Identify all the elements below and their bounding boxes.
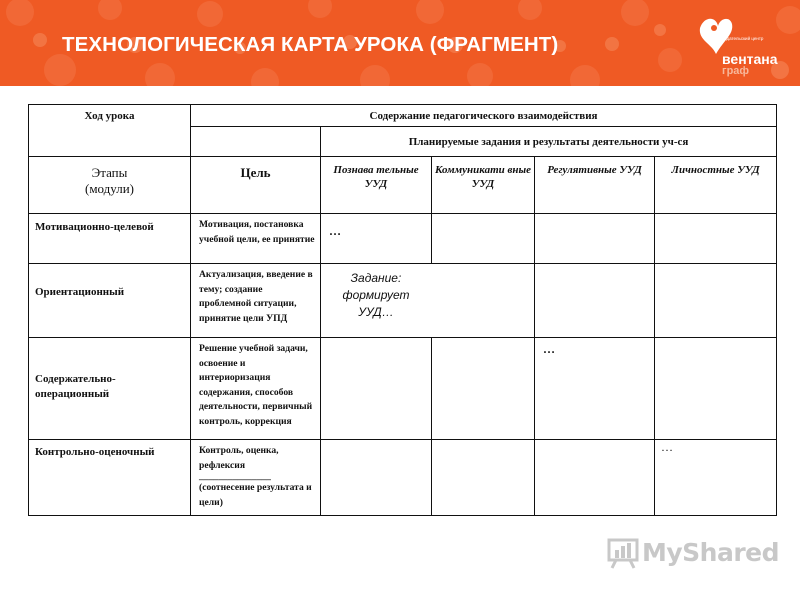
goal-line1: Контроль, оценка, рефлексия [199, 445, 279, 471]
stages-header-sub: (модули) [85, 181, 134, 196]
stage-line2: операционный [35, 388, 110, 400]
table-row [29, 440, 777, 516]
personal-cell [655, 264, 777, 338]
task-note-line2: формирует [342, 288, 410, 302]
regulative-cell [535, 214, 655, 264]
stage-line1: Содержательно- [35, 373, 116, 385]
watermark-text: MyShared [642, 538, 780, 567]
stages-header [29, 157, 191, 214]
publisher-sub: граф [722, 65, 750, 77]
regulative-cell: … [535, 338, 655, 440]
communicative-cell [432, 338, 535, 440]
goal-header: Цель [191, 157, 321, 214]
regulative-cell [535, 264, 655, 338]
table-row [29, 214, 777, 264]
header-banner [0, 0, 800, 86]
goal-cell [191, 440, 321, 516]
communicative-cell [432, 440, 535, 516]
personal-cell [655, 214, 777, 264]
course-header: Ход урока [29, 105, 191, 157]
cognitive-cell [321, 338, 432, 440]
personal-cell: … [655, 440, 777, 516]
planned-header: Планируемые задания и результаты деятельности уч-ся [321, 127, 777, 157]
task-note-line3: УУД… [358, 305, 394, 319]
stage-cell: Контрольно-оценочный [29, 440, 191, 516]
table-row [29, 264, 777, 338]
goal-cell: Мотивация, постановка учебной цели, ее принятие [191, 214, 321, 264]
cognitive-cell: … [321, 214, 432, 264]
uud-regulative-header: Регулятивные УУД [535, 157, 655, 214]
table-row [29, 338, 777, 440]
lesson-map-table [28, 104, 777, 516]
goal-cell: Актуализация, введение в тему; создание проблемной ситуации, принятие цели УПД [191, 264, 321, 338]
communicative-cell [432, 214, 535, 264]
uud-cognitive-header: Познава тельные УУД [321, 157, 432, 214]
task-note-cell [321, 264, 535, 338]
regulative-cell [535, 440, 655, 516]
publisher-small-text: издательский центр [722, 36, 764, 41]
cognitive-cell [321, 440, 432, 516]
goal-line3: (соотнесение результата и цели) [199, 482, 312, 508]
content-header: Содержание педагогического взаимодействия [191, 105, 777, 127]
stage-cell: Ориентационный [29, 264, 191, 338]
stages-header-label: Этапы [91, 165, 128, 180]
personal-cell [655, 338, 777, 440]
goal-line2: _______________ [199, 471, 271, 482]
goal-cell: Решение учебной задачи, освоение и интериоризация содержания, способов деятельности, первичный контроль, коррекция [191, 338, 321, 440]
uud-personal-header: Личностные УУД [655, 157, 777, 214]
publisher-name: вентана [722, 51, 778, 67]
stage-cell [29, 338, 191, 440]
task-note-line1: Задание: [350, 271, 402, 285]
page-title: ТЕХНОЛОГИЧЕСКАЯ КАРТА УРОКА (ФРАГМЕНТ) [62, 33, 559, 56]
uud-communicative-header: Коммуникати вные УУД [432, 157, 535, 214]
stage-cell: Мотивационно-целевой [29, 214, 191, 264]
